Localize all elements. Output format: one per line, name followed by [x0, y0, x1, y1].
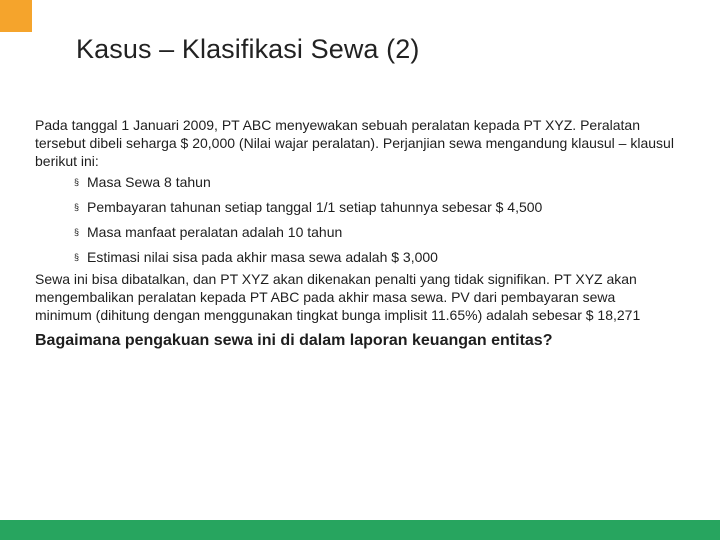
slide-title: Kasus – Klasifikasi Sewa (2) [76, 34, 420, 64]
list-item-text: Estimasi nilai sisa pada akhir masa sewa adalah $ 3,000 [87, 249, 438, 265]
square-bullet-icon: § [74, 177, 80, 187]
square-bullet-icon: § [74, 227, 80, 237]
list-item [35, 245, 675, 270]
list-item [35, 170, 675, 195]
slide-content [35, 116, 675, 352]
list-item [35, 220, 675, 245]
list-item-text: Pembayaran tahunan setiap tanggal 1/1 setiap tahunnya sebesar $ 4,500 [87, 199, 543, 215]
closing-paragraph: Sewa ini bisa dibatalkan, dan PT XYZ akan dikenakan penalti yang tidak signifikan. PT XYZ akan mengembalikan peralatan kepada PT ABC pada akhir masa sewa. PV dari pembayaran sewa minimum (dihitung dengan menggunakan tingkat bunga implisit 11.65%) adalah sebesar $ 18,271 [35, 271, 641, 323]
list-item [35, 195, 675, 220]
square-bullet-icon: § [74, 202, 80, 212]
corner-accent-square [0, 0, 32, 32]
footer-bar [0, 520, 720, 540]
intro-paragraph: Pada tanggal 1 Januari 2009, PT ABC menyewakan sebuah peralatan kepada PT XYZ. Peralatan tersebut dibeli seharga $ 20,000 (Nilai wajar peralatan). Perjanjian sewa mengandung klausul – klausul berikut ini: [35, 117, 674, 169]
list-item-text: Masa Sewa 8 tahun [87, 174, 211, 190]
list-item-text: Masa manfaat peralatan adalah 10 tahun [87, 224, 343, 240]
lease-terms-list [35, 170, 675, 270]
square-bullet-icon: § [74, 252, 80, 262]
question-text: Bagaimana pengakuan sewa ini di dalam laporan keuangan entitas? [35, 332, 553, 349]
